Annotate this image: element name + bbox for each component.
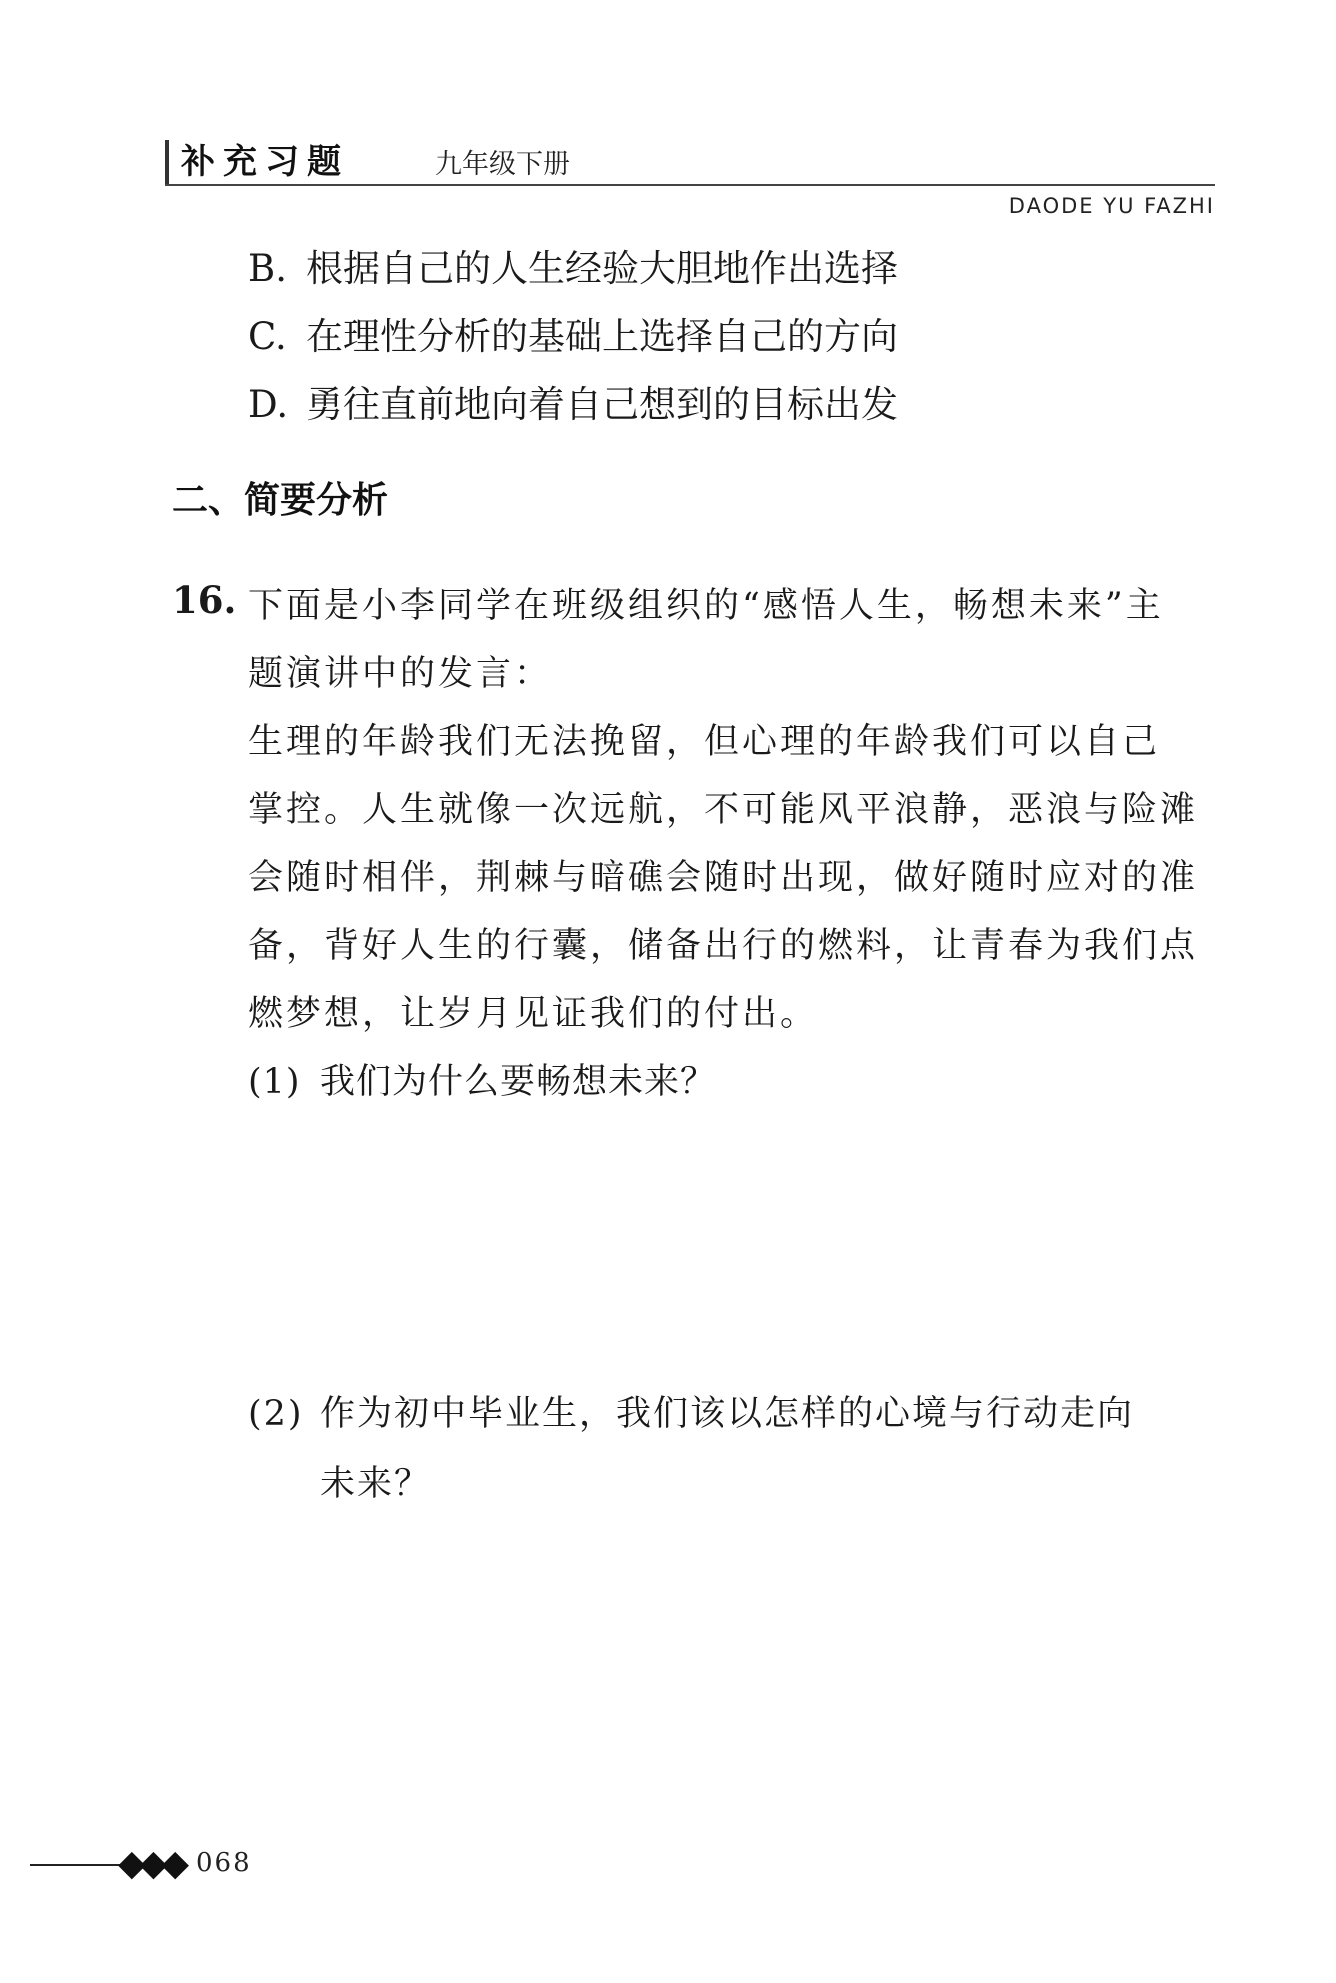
question-stem-line-1: 下面是小李同学在班级组织的“感悟人生，畅想未来”主 xyxy=(248,586,1164,626)
section-title: 二、简要分析 xyxy=(172,480,389,521)
option-letter: D. xyxy=(248,383,289,426)
option-c xyxy=(248,306,898,360)
page-header xyxy=(165,128,1215,218)
passage-line: 掌控。人生就像一次远航，不可能风平浪静，恶浪与险滩 xyxy=(248,790,1199,830)
book-title: 补充习题 xyxy=(181,142,349,182)
option-b xyxy=(248,238,898,292)
header-bar xyxy=(165,140,169,184)
option-letter: B. xyxy=(248,247,287,290)
header-rule xyxy=(165,184,1215,186)
sub-question-1 xyxy=(248,1054,1210,1104)
option-text: 根据自己的人生经验大胆地作出选择 xyxy=(306,247,898,290)
sub-question-text: 作为初中毕业生，我们该以怎样的心境与行动走向 xyxy=(320,1394,1135,1434)
diamond-ornament-icon: ◆◆◆ xyxy=(118,1843,184,1884)
sub-question-2-continued: 未来？ xyxy=(320,1464,432,1504)
footer-rule xyxy=(30,1864,122,1866)
passage-line: 备，背好人生的行囊，储备出行的燃料，让青春为我们点 xyxy=(248,926,1199,966)
option-letter: C. xyxy=(248,315,287,358)
question-stem-line-2: 题演讲中的发言： xyxy=(248,654,553,694)
sub-question-number: (1) xyxy=(248,1062,301,1102)
question-number: 16. xyxy=(172,578,237,622)
sub-question-text: 我们为什么要畅想未来？ xyxy=(320,1062,717,1102)
sub-question-number: (2) xyxy=(248,1394,304,1434)
sub-question-2 xyxy=(248,1386,1210,1436)
passage-line: 会随时相伴，荆棘与暗礁会随时出现，做好随时应对的准 xyxy=(248,858,1199,898)
subject-english: DAODE YU FAZHI xyxy=(1008,194,1215,218)
option-d xyxy=(248,374,898,428)
option-text: 勇往直前地向着自己想到的目标出发 xyxy=(306,383,898,426)
page-number: 068 xyxy=(196,1848,252,1878)
passage-line: 燃梦想，让岁月见证我们的付出。 xyxy=(248,994,819,1034)
option-text: 在理性分析的基础上选择自己的方向 xyxy=(306,315,898,358)
passage-line: 生理的年龄我们无法挽留，但心理的年龄我们可以自己 xyxy=(248,722,1161,762)
grade-label: 九年级下册 xyxy=(435,149,570,180)
